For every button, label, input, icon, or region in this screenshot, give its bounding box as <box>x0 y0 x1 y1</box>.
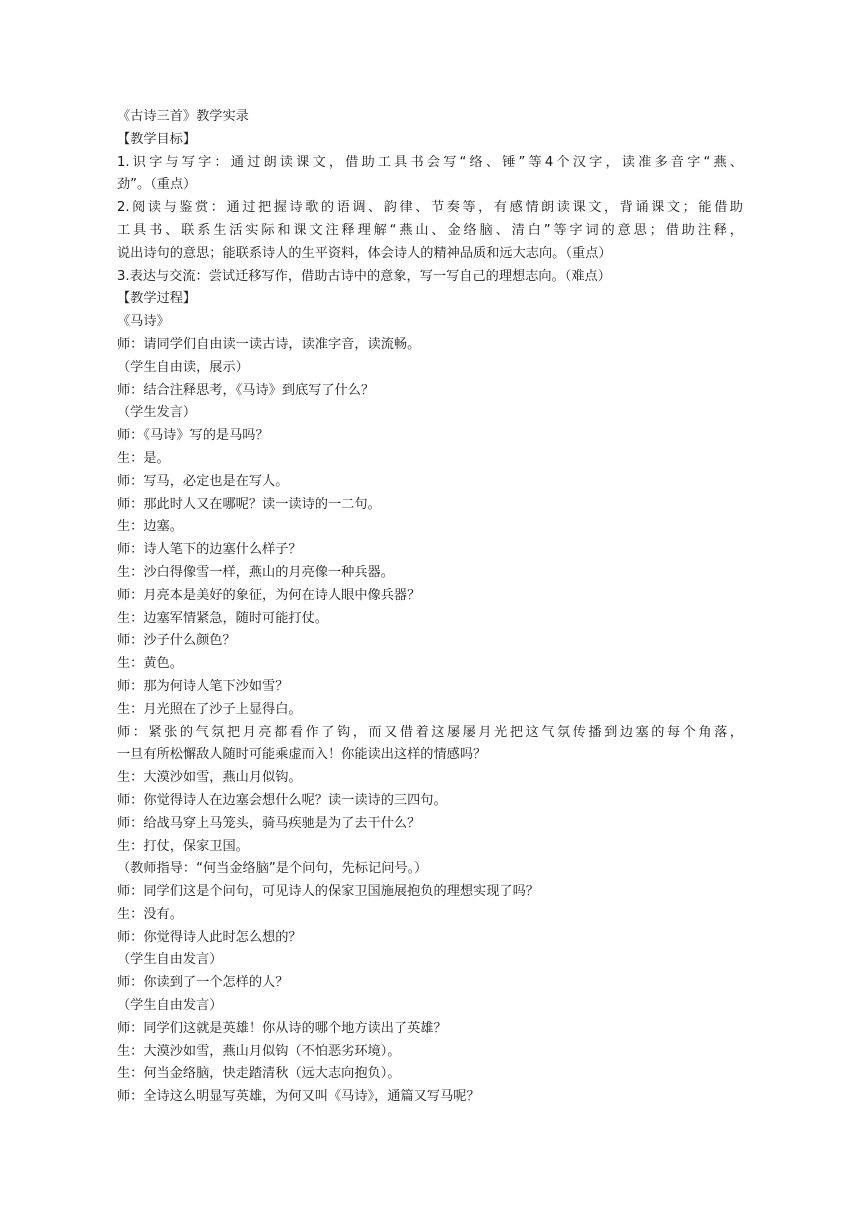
paragraph-line: 师：你觉得诗人此时怎么想的？ <box>117 929 302 945</box>
paragraph-line: 劲”。（重点） <box>117 177 197 193</box>
paragraph-line: 生：边塞军情紧急，随时可能打仗。 <box>117 610 328 626</box>
paragraph-line: 师：你觉得诗人在边塞会想什么呢？读一读诗的三四句。 <box>117 792 447 808</box>
paragraph-line: 师：紧张的气氛把月亮都看作了钩，而又借着这屡屡月光把这气氛传播到边塞的每个角落， <box>117 724 743 740</box>
paragraph-line: 师：给战马穿上马笼头，骑马疾驰是为了去干什么？ <box>117 815 421 831</box>
paragraph-line: 师：《马诗》写的是马吗？ <box>117 428 269 444</box>
paragraph-line: 生：打仗，保家卫国。 <box>117 838 249 854</box>
paragraph-line: 一旦有所松懈敌人随时可能乘虚而入！你能读出这样的情感吗？ <box>117 747 487 763</box>
paragraph-line: 师：诗人笔下的边塞什么样子？ <box>117 542 302 558</box>
paragraph-line: 说出诗句的意思；能联系诗人的生平资料，体会诗人的精神品质和远大志向。（重点） <box>117 245 612 261</box>
paragraph-line: 生：是。 <box>117 450 170 466</box>
paragraph-line: 师：写马，必定也是在写人。 <box>117 473 289 489</box>
paragraph-line: 生：黄色。 <box>117 656 183 672</box>
paragraph-line: 师：那此时人又在哪呢？读一读诗的一二句。 <box>117 496 381 512</box>
document-body <box>117 129 743 1109</box>
paragraph-line: 《马诗》 <box>117 314 170 330</box>
paragraph-line: （学生自由发言） <box>117 952 223 968</box>
paragraph-line: 生：边塞。 <box>117 519 183 535</box>
paragraph-line: 师：你读到了一个怎样的人？ <box>117 975 289 991</box>
paragraph-line: 生：大漠沙如雪，燕山月似钩（不怕恶劣环境）。 <box>117 1043 401 1059</box>
paragraph-line: 师：那为何诗人笔下沙如雪？ <box>117 678 289 694</box>
paragraph-line: （学生自由读，展示） <box>117 359 249 375</box>
paragraph-line: 师：全诗这么明显写英雄，为何又叫《马诗》，通篇又写马呢？ <box>117 1089 480 1105</box>
paragraph-line: 1.识字与写字：通过朗读课文，借助工具书会写“络、锤”等4个汉字，读准多音字“燕、 <box>117 154 743 170</box>
paragraph-line: 【教学过程】 <box>117 291 197 307</box>
document-page <box>117 106 743 1109</box>
paragraph-line: 师：沙子什么颜色？ <box>117 633 236 649</box>
paragraph-line: （学生发言） <box>117 405 197 421</box>
paragraph-line: （教师指导：“何当金络脑”是个问句，先标记问号。） <box>117 861 428 877</box>
paragraph-line: 3.表达与交流：尝试迁移写作，借助古诗中的意象，写一写自己的理想志向。（难点） <box>117 268 611 284</box>
paragraph-line: 工具书、联系生活实际和课文注释理解“燕山、金络脑、清白”等字词的意思；借助注释， <box>117 222 743 238</box>
paragraph-line: 生：月光照在了沙子上显得白。 <box>117 701 302 717</box>
paragraph-line: 生：没有。 <box>117 906 183 922</box>
paragraph-line: 师：同学们这就是英雄！你从诗的哪个地方读出了英雄？ <box>117 1020 447 1036</box>
paragraph-line: 师：结合注释思考，《马诗》到底写了什么？ <box>117 382 375 398</box>
paragraph-line: 生：沙白得像雪一样，燕山的月亮像一种兵器。 <box>117 564 394 580</box>
paragraph-line: 师：请同学们自由读一读古诗，读准字音，读流畅。 <box>117 336 421 352</box>
paragraph-line: 师：月亮本是美好的象征，为何在诗人眼中像兵器？ <box>117 587 421 603</box>
paragraph-line: 生：大漠沙如雪，燕山月似钩。 <box>117 770 302 786</box>
paragraph-line: （学生自由发言） <box>117 998 223 1014</box>
document-title: 《古诗三首》教学实录 <box>117 109 249 124</box>
paragraph-line: 师：同学们这是个问句，可见诗人的保家卫国施展抱负的理想实现了吗？ <box>117 884 539 900</box>
paragraph-line: 2.阅读与鉴赏：通过把握诗歌的语调、韵律、节奏等，有感情朗读课文，背诵课文；能借助 <box>117 200 743 216</box>
paragraph-line: 【教学目标】 <box>117 131 197 147</box>
paragraph-line: 生：何当金络脑，快走踏清秋（远大志向抱负）。 <box>117 1066 401 1082</box>
